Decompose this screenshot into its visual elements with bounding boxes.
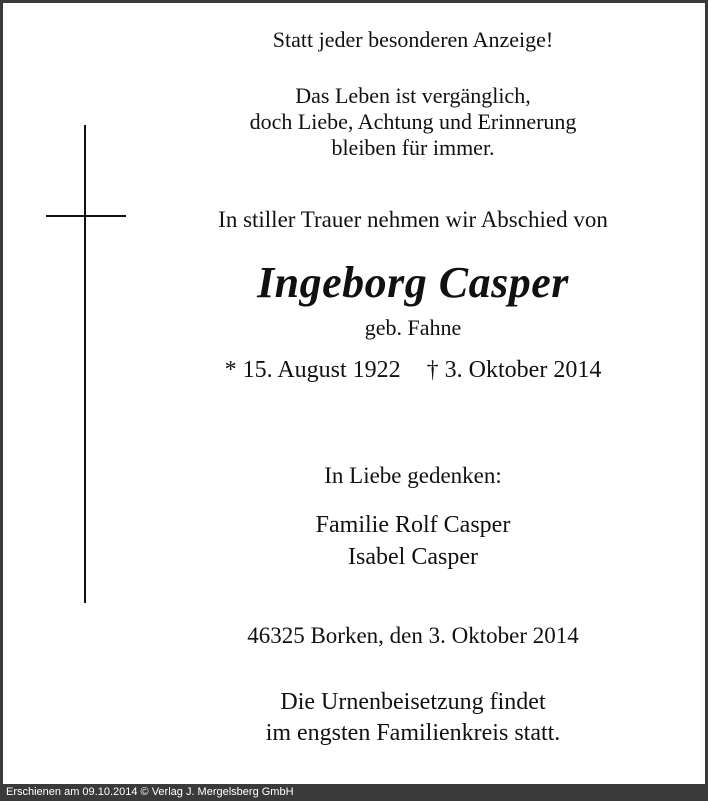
closing-note	[153, 687, 673, 749]
life-dates	[153, 357, 673, 384]
mourner-1: Familie Rolf Casper	[315, 512, 511, 538]
death-date: † 3. Oktober 2014	[426, 357, 602, 383]
place-and-date: 46325 Borken, den 3. Oktober 2014	[247, 623, 579, 648]
cross-icon-horizontal	[46, 215, 126, 217]
mourners-list	[153, 509, 673, 573]
cross-icon-vertical	[84, 125, 86, 603]
maiden-name: geb. Fahne	[364, 315, 462, 340]
mourner-2: Isabel Casper	[348, 544, 478, 570]
quote-line-3: bleiben für immer.	[331, 135, 495, 160]
deceased-name: Ingeborg Casper	[257, 258, 569, 307]
remember-heading: In Liebe gedenken:	[324, 463, 502, 488]
farewell-intro: In stiller Trauer nehmen wir Abschied von	[218, 207, 608, 232]
birth-date: * 15. August 1922	[224, 357, 401, 383]
closing-line-2: im engsten Familienkreis statt.	[265, 720, 561, 746]
notice-header: Statt jeder besonderen Anzeige!	[272, 27, 554, 52]
closing-line-1: Die Urnenbeisetzung findet	[280, 689, 546, 715]
memorial-quote	[153, 83, 673, 161]
publication-footer: Erschienen am 09.10.2014 © Verlag J. Mergelsberg GmbH	[0, 784, 708, 801]
quote-line-1: Das Leben ist vergänglich,	[295, 83, 531, 108]
quote-line-2: doch Liebe, Achtung und Erinnerung	[249, 109, 577, 134]
